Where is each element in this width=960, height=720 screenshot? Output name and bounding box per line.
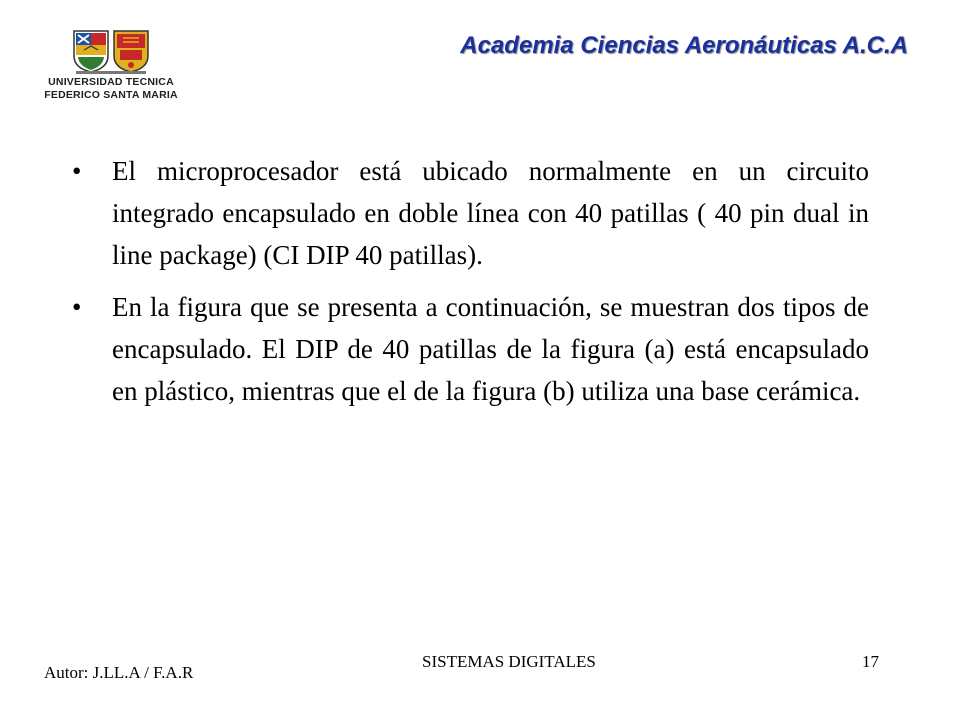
- bullet-item: [72, 150, 869, 276]
- footer-subject: SISTEMAS DIGITALES: [422, 652, 596, 671]
- bullet-icon: •: [72, 156, 82, 186]
- bullet-item: [72, 286, 869, 412]
- logo-line-2: FEDERICO SANTA MARIA: [44, 89, 178, 101]
- page-number: 17: [862, 652, 879, 671]
- page-title: Academia Ciencias Aeronáuticas A.C.A: [460, 32, 908, 59]
- bullet-icon: •: [72, 292, 82, 322]
- footer-author: Autor: J.LL.A / F.A.R: [44, 663, 194, 682]
- bullet-text: El microprocesador está ubicado normalmente en un circuito integrado encapsulado en doble línea con 40 patillas ( 40 pin dual in line package) (CI DIP 40 patillas).: [112, 156, 869, 270]
- bullet-text: En la figura que se presenta a continuación, se muestran dos tipos de encapsulado. El DIP de 40 patillas de la figura (a) está encapsulado en plástico, mientras que el de la figura (b) utiliza una base cerámica.: [112, 292, 869, 406]
- logo-line-1: UNIVERSIDAD TECNICA: [48, 76, 174, 88]
- university-logo: [36, 28, 186, 102]
- university-crest-icon: [70, 28, 152, 74]
- bullet-list: [72, 150, 869, 422]
